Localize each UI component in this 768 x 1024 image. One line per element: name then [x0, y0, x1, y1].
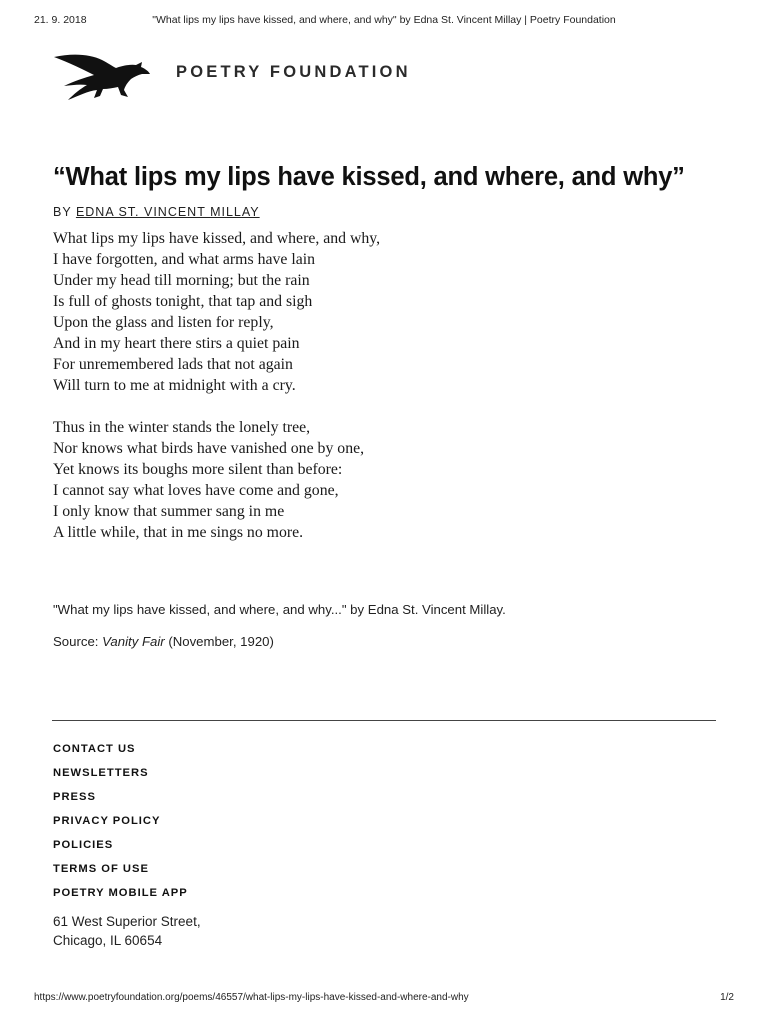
print-header — [0, 14, 768, 30]
poem-line: And in my heart there stirs a quiet pain — [53, 335, 300, 352]
footer-divider — [52, 720, 716, 721]
poem-line: Is full of ghosts tonight, that tap and sigh — [53, 293, 313, 310]
source-label: Source: — [53, 634, 99, 649]
author-link[interactable]: EDNA ST. VINCENT MILLAY — [75, 205, 260, 219]
masthead[interactable] — [52, 40, 472, 100]
footer-link-press[interactable]: PRESS — [53, 791, 96, 803]
byline-label: BY — [53, 205, 72, 219]
stanza — [53, 228, 533, 396]
source-date: (November, 1920) — [168, 634, 274, 649]
print-url: https://www.poetryfoundation.org/poems/46557/what-lips-my-lips-have-kissed-and-where-and-why — [34, 992, 469, 1003]
poem-line: Thus in the winter stands the lonely tree, — [53, 419, 311, 436]
address-street: 61 West Superior Street, — [53, 914, 201, 929]
poem-line: I have forgotten, and what arms have lain — [53, 251, 316, 268]
footer-link-poetry-mobile-app[interactable]: POETRY MOBILE APP — [53, 887, 188, 899]
source-credit — [53, 634, 274, 649]
footer-link-terms-of-use[interactable]: TERMS OF USE — [53, 863, 149, 875]
address-city: Chicago, IL 60654 — [53, 933, 163, 948]
logo-wordmark: POETRY FOUNDATION — [176, 63, 411, 81]
print-date: 21. 9. 2018 — [34, 14, 87, 26]
print-footer — [0, 992, 768, 1008]
stanza — [53, 417, 533, 543]
poem-line: Nor knows what birds have vanished one by one, — [53, 440, 365, 457]
print-page-title: "What lips my lips have kissed, and where, and why" by Edna St. Vincent Millay | Poetry Foundation — [152, 14, 616, 26]
source-publication: Vanity Fair — [102, 634, 165, 649]
footer-nav — [53, 741, 188, 909]
footer-link-newsletters[interactable]: NEWSLETTERS — [53, 767, 149, 779]
attribution-note: "What my lips have kissed, and where, and why..." by Edna St. Vincent Millay. — [53, 602, 506, 617]
poem-line: Upon the glass and listen for reply, — [53, 314, 274, 331]
poem-line: Will turn to me at midnight with a cry. — [53, 377, 296, 394]
poem-line: For unremembered lads that not again — [53, 356, 293, 373]
poem-line: Yet knows its boughs more silent than before: — [53, 461, 343, 478]
poem-line: What lips my lips have kissed, and where, and why, — [53, 230, 381, 247]
footer-link-contact-us[interactable]: CONTACT US — [53, 743, 136, 755]
poem-body — [53, 228, 533, 564]
pegasus-icon — [52, 44, 152, 100]
poem-title: “What lips my lips have kissed, and where, and why” — [53, 163, 685, 191]
byline — [53, 205, 260, 219]
footer-link-policies[interactable]: POLICIES — [53, 839, 114, 851]
poem-line: I cannot say what loves have come and gone, — [53, 482, 339, 499]
poem-line: A little while, that in me sings no more. — [53, 524, 304, 541]
footer-link-privacy-policy[interactable]: PRIVACY POLICY — [53, 815, 161, 827]
postal-address — [53, 912, 201, 950]
poem-line: I only know that summer sang in me — [53, 503, 285, 520]
print-page-number: 1/2 — [720, 992, 734, 1003]
poem-line: Under my head till morning; but the rain — [53, 272, 310, 289]
